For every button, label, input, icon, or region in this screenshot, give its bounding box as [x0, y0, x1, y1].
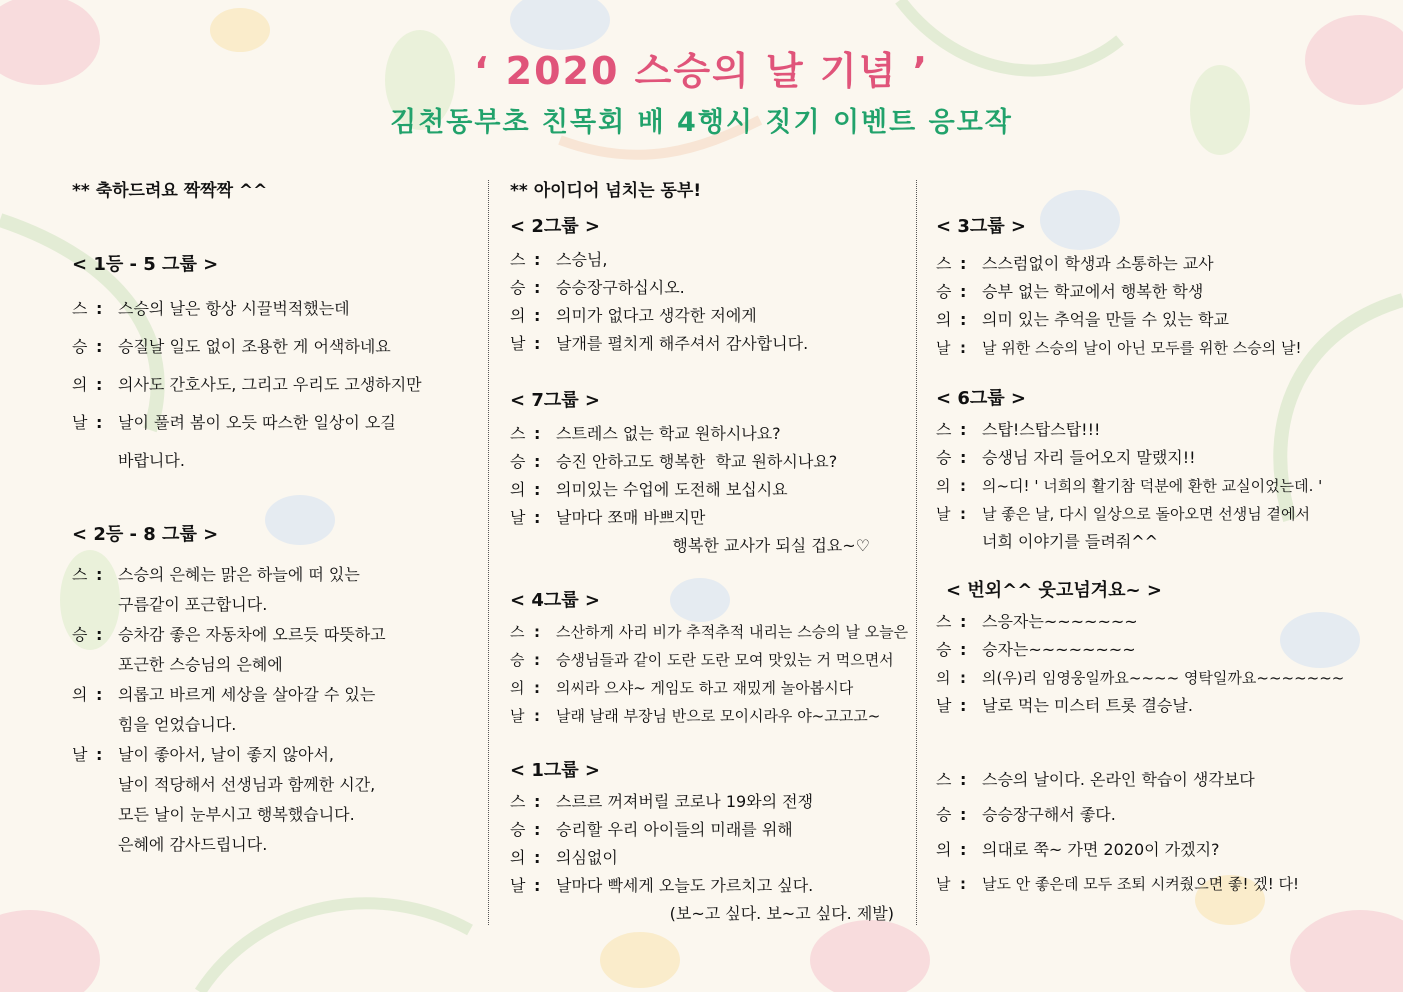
poem-line [936, 692, 1356, 720]
line-text: 승생님들과 같이 도란 도란 모여 맛있는 거 먹으면서 [556, 651, 894, 669]
line-continuation: 힘을 얻었습니다. [118, 715, 237, 734]
line-continuation: (보~고 싶다. 보~고 싶다. 제발) [669, 904, 894, 923]
poem-line [510, 274, 910, 302]
poem-line [510, 330, 910, 358]
line-text: 날로 먹는 미스터 트롯 결승날. [982, 696, 1193, 715]
poem-line [72, 620, 477, 650]
line-key: 날 [72, 413, 88, 432]
group-block [72, 520, 477, 860]
poem-line [936, 250, 1356, 278]
group-block [936, 212, 1356, 362]
poem-line [510, 844, 910, 872]
column-middle [510, 176, 910, 928]
line-colon: : [96, 375, 103, 394]
line-key: 스 [72, 565, 88, 584]
line-key: 스 [936, 254, 952, 273]
poem-line [936, 762, 1356, 797]
line-colon: : [960, 669, 966, 687]
line-text: 스승님, [556, 250, 608, 269]
poem-lines [936, 608, 1356, 720]
line-key: 스 [72, 299, 88, 318]
line-text: 의사도 간호사도, 그리고 우리도 고생하지만 [118, 375, 422, 394]
group-block [510, 756, 910, 928]
line-text: 승승장구하십시오. [556, 278, 685, 297]
line-key: 스 [936, 612, 952, 631]
line-colon: : [960, 448, 967, 467]
line-text: 스응자는~~~~~~~ [982, 612, 1138, 631]
line-key: 승 [936, 805, 952, 824]
line-key: 승 [510, 278, 526, 297]
line-colon: : [534, 876, 541, 895]
line-text: 날 좋은 날, 다시 일상으로 돌아오면 선생님 곁에서 [982, 505, 1310, 523]
line-key: 의 [510, 848, 526, 867]
line-continuation: 너희 이야기를 들려줘^^ [982, 532, 1159, 551]
line-text: 의미가 없다고 생각한 저에게 [556, 306, 757, 325]
line-colon: : [534, 651, 540, 669]
poem-lines [510, 618, 910, 730]
line-text: 스승의 은혜는 맑은 하늘에 떠 있는 [118, 565, 360, 584]
poem-lines [936, 250, 1356, 362]
group-block [936, 762, 1356, 902]
line-key: 날 [510, 508, 526, 527]
line-colon: : [960, 477, 966, 495]
line-key: 날 [510, 334, 526, 353]
line-key: 의 [936, 669, 951, 687]
line-key: 승 [510, 452, 526, 471]
line-key: 날 [510, 707, 525, 725]
line-key: 의 [72, 685, 88, 704]
poem-line [936, 334, 1356, 362]
line-key: 스 [510, 623, 525, 641]
poem-line [510, 872, 910, 900]
line-key: 승 [936, 282, 952, 301]
line-colon: : [534, 452, 541, 471]
line-key: 스 [510, 250, 526, 269]
line-colon: : [96, 299, 103, 318]
column-right [936, 212, 1356, 902]
line-text: 날마다 빡세게 오늘도 가르치고 싶다. [556, 876, 814, 895]
line-text: 날 위한 스승의 날이 아닌 모두를 위한 스승의 날! [982, 339, 1302, 357]
poem-line [936, 278, 1356, 306]
line-key: 의 [936, 477, 951, 495]
group-block [510, 586, 910, 730]
line-colon: : [534, 250, 541, 269]
line-colon: : [96, 337, 103, 356]
line-key: 스 [936, 770, 952, 789]
line-key: 의 [510, 679, 525, 697]
line-key: 의 [510, 306, 526, 325]
line-colon: : [534, 334, 541, 353]
line-key: 승 [510, 820, 526, 839]
poem-lines [936, 416, 1356, 556]
line-text: 승승장구해서 좋다. [982, 805, 1116, 824]
poem-line [936, 867, 1356, 902]
line-text: 날이 좋아서, 날이 좋지 않아서, [118, 745, 334, 764]
poem-line [510, 448, 910, 476]
poem-line [510, 246, 910, 274]
line-key: 승 [72, 337, 88, 356]
line-key: 스 [936, 420, 952, 439]
column-left [72, 176, 477, 860]
line-key: 날 [936, 339, 951, 357]
line-text: 날개를 펼치게 해주셔서 감사합니다. [556, 334, 809, 353]
poem-line [510, 702, 910, 730]
poem-line [510, 674, 910, 702]
line-text: 스스럼없이 학생과 소통하는 교사 [982, 254, 1214, 273]
poem-line [936, 608, 1356, 636]
line-colon: : [960, 612, 967, 631]
line-key: 의 [510, 480, 526, 499]
line-colon: : [960, 840, 967, 859]
line-colon: : [96, 413, 103, 432]
section-header: ** 축하드려요 짝짝짝 ^^ [72, 181, 268, 201]
line-colon: : [960, 640, 967, 659]
line-text: 의대로 쭉~ 가면 2020이 가겠지? [982, 840, 1220, 859]
line-colon: : [960, 282, 967, 301]
group-label: < 4그룹 > [510, 590, 600, 611]
group-block [936, 576, 1356, 720]
line-colon: : [534, 278, 541, 297]
line-continuation: 은혜에 감사드립니다. [118, 835, 268, 854]
poem-line [936, 500, 1356, 528]
line-continuation: 바랍니다. [118, 451, 185, 470]
line-text: 스탑!스탑스탑!!! [982, 420, 1101, 439]
line-colon: : [534, 480, 541, 499]
column-divider-left [488, 180, 489, 925]
line-key: 승 [936, 640, 952, 659]
page-subtitle: 김천동부초 친목회 배 4행시 짓기 이벤트 응모작 [390, 107, 1013, 138]
poem-line [936, 664, 1356, 692]
line-text: 승질날 일도 없이 조용한 게 어색하네요 [118, 337, 391, 356]
poem-line [936, 472, 1356, 500]
line-colon: : [96, 565, 103, 584]
line-key: 의 [72, 375, 88, 394]
line-key: 스 [510, 424, 526, 443]
line-text: 승생님 자리 들어오지 말랬지!! [982, 448, 1196, 467]
line-continuation: 행복한 교사가 되실 겁요~♡ [672, 536, 870, 555]
line-colon: : [534, 792, 541, 811]
line-colon: : [534, 306, 541, 325]
line-key: 승 [72, 625, 88, 644]
poem-line [510, 476, 910, 504]
group-label: < 1그룹 > [510, 760, 600, 781]
group-label: < 2등 - 8 그룹 > [72, 524, 219, 545]
line-text: 승차감 좋은 자동차에 오르듯 따뜻하고 [118, 625, 386, 644]
line-colon: : [534, 424, 541, 443]
line-text: 의미있는 수업에 도전해 보십시요 [556, 480, 788, 499]
line-text: 날도 안 좋은데 모두 조퇴 시켜줬으면 좋! 겠! 다! [982, 875, 1300, 893]
line-text: 스승의 날이다. 온라인 학습이 생각보다 [982, 770, 1255, 789]
line-continuation: 날이 적당해서 선생님과 함께한 시간, [118, 775, 376, 794]
section-header: ** 아이디어 넘치는 동부! [510, 181, 702, 201]
poem-lines [72, 560, 477, 860]
poem-lines [510, 246, 910, 358]
poem-line [936, 416, 1356, 444]
line-text: 스르르 꺼져버릴 코로나 19와의 전쟁 [556, 792, 814, 811]
poem-line [510, 504, 910, 532]
line-text: 스승의 날은 항상 시끌벅적했는데 [118, 299, 350, 318]
group-label: < 번외^^ 웃고넘겨요~ > [946, 580, 1162, 601]
poem-line [936, 306, 1356, 334]
line-text: 승부 없는 학교에서 행복한 학생 [982, 282, 1204, 301]
poem-line [510, 302, 910, 330]
poem-line [72, 560, 477, 590]
line-text: 의심없이 [556, 848, 618, 867]
line-colon: : [960, 805, 967, 824]
line-text: 승진 안하고도 행복한 학교 원하시나요? [556, 452, 838, 471]
group-label: < 2그룹 > [510, 216, 600, 237]
line-colon: : [96, 625, 103, 644]
line-key: 의 [936, 840, 952, 859]
line-text: 날래 날래 부장님 반으로 모이시라우 야~고고고~ [556, 707, 881, 725]
poem-line [510, 788, 910, 816]
line-key: 승 [936, 448, 952, 467]
line-key: 스 [510, 792, 526, 811]
line-colon: : [534, 707, 540, 725]
poem-lines [72, 290, 477, 480]
poem-line [72, 328, 477, 366]
line-colon: : [960, 875, 966, 893]
group-label: < 7그룹 > [510, 390, 600, 411]
line-colon: : [534, 679, 540, 697]
line-text: 의씨라 으샤~ 게임도 하고 재밌게 놀아봅시다 [556, 679, 854, 697]
poem-line [936, 444, 1356, 472]
line-key: 날 [510, 876, 526, 895]
line-text: 의롭고 바르게 세상을 살아갈 수 있는 [118, 685, 376, 704]
poem-line [72, 290, 477, 328]
line-colon: : [960, 254, 967, 273]
poem-line [72, 740, 477, 770]
line-key: 날 [936, 696, 952, 715]
line-key: 의 [936, 310, 952, 329]
line-colon: : [96, 685, 103, 704]
group-block [510, 386, 910, 560]
poem-line [936, 636, 1356, 664]
poem-lines [510, 788, 910, 928]
poem-lines [510, 420, 910, 560]
line-continuation: 구름같이 포근합니다. [118, 595, 268, 614]
line-text: 의~디! ' 너희의 활기참 덕분에 환한 교실이었는데. ' [982, 477, 1323, 495]
page-title: ‘ 2020 스승의 날 기념 ’ [473, 49, 930, 93]
poem-lines [936, 762, 1356, 902]
line-colon: : [960, 696, 967, 715]
line-text: 스산하게 사리 비가 추적추적 내리는 스승의 날 오늘은 [556, 623, 909, 641]
line-key: 날 [72, 745, 88, 764]
line-colon: : [534, 508, 541, 527]
poem-line [510, 646, 910, 674]
line-text: 승리할 우리 아이들의 미래를 위해 [556, 820, 793, 839]
line-text: 스트레스 없는 학교 원하시나요? [556, 424, 781, 443]
group-label: < 6그룹 > [936, 388, 1026, 409]
line-text: 승자는~~~~~~~~ [982, 640, 1136, 659]
line-colon: : [960, 770, 967, 789]
line-text: 날마다 쪼매 바쁘지만 [556, 508, 706, 527]
poem-line [510, 816, 910, 844]
line-key: 날 [936, 505, 951, 523]
line-continuation: 포근한 스승님의 은혜에 [118, 655, 283, 674]
line-text: 의미 있는 추억을 만들 수 있는 학교 [982, 310, 1229, 329]
poem-line [510, 618, 910, 646]
group-block [72, 250, 477, 480]
line-colon: : [960, 505, 966, 523]
poem-line [72, 366, 477, 404]
line-colon: : [96, 745, 103, 764]
poem-line [936, 797, 1356, 832]
line-colon: : [960, 420, 967, 439]
line-key: 승 [510, 651, 525, 669]
line-text: 의(우)리 임영웅일까요~~~~ 영탁일까요~~~~~~~ [982, 669, 1345, 687]
line-colon: : [534, 623, 540, 641]
line-colon: : [534, 820, 541, 839]
group-block [510, 212, 910, 358]
line-text: 날이 풀려 봄이 오듯 따스한 일상이 오길 [118, 413, 396, 432]
line-key: 날 [936, 875, 951, 893]
poem-line [936, 832, 1356, 867]
group-label: < 3그룹 > [936, 216, 1026, 237]
group-label: < 1등 - 5 그룹 > [72, 254, 219, 275]
line-colon: : [534, 848, 541, 867]
group-block [936, 384, 1356, 556]
poem-line [510, 420, 910, 448]
poem-line [72, 680, 477, 710]
line-colon: : [960, 339, 966, 357]
poem-line [72, 404, 477, 442]
line-colon: : [960, 310, 967, 329]
column-divider-right [916, 180, 917, 925]
line-continuation: 모든 날이 눈부시고 행복했습니다. [118, 805, 355, 824]
